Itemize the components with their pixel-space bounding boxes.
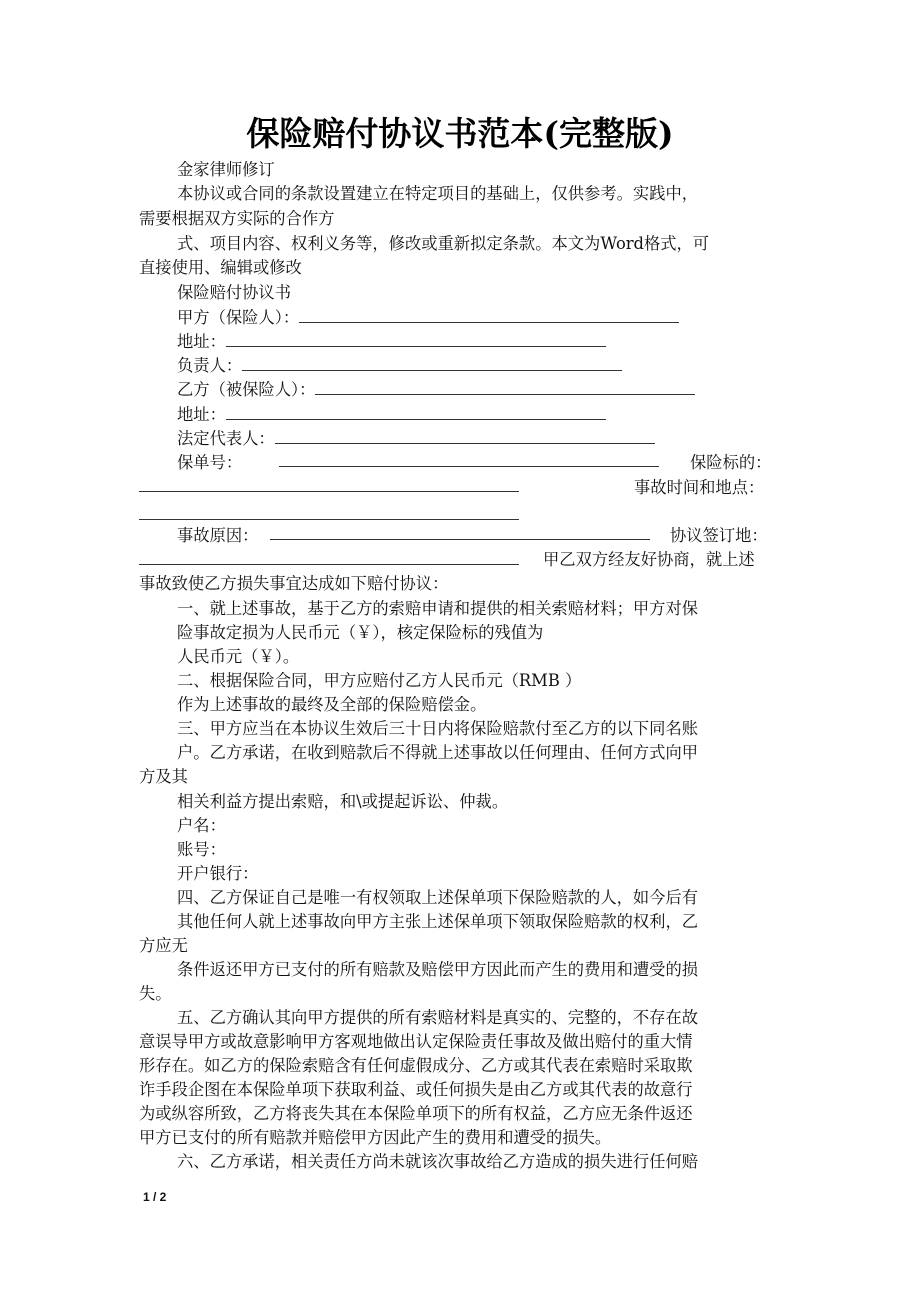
bank-line: 开户银行： xyxy=(177,864,259,883)
party-a-label: 甲方（保险人）： xyxy=(177,308,300,327)
address-a-label: 地址： xyxy=(177,332,226,351)
policy-no-blank xyxy=(279,465,659,467)
address-a-field xyxy=(177,330,837,354)
clause-6-line-a: 六、乙方承诺，相关责任方尚未就该次事故给乙方造成的损失进行任何赔 xyxy=(177,1152,699,1171)
accident-time-place-blank xyxy=(139,518,519,520)
clause-1-line-a: 一、就上述事故，基于乙方的索赔申请和提供的相关索赔材料；甲方对保 xyxy=(177,599,699,618)
principal-blank xyxy=(242,356,622,371)
address-b-blank xyxy=(226,405,606,420)
clause-3-line-c: 方及其 xyxy=(139,767,188,786)
consult-line-a: 甲乙双方经友好协商，就上述 xyxy=(543,550,755,569)
clause-2-line-a: 二、根据保险合同，甲方应赔付乙方人民币元（RMB ） xyxy=(177,671,582,690)
clause-3-line-d: 相关利益方提出索赔，和\或提起诉讼、仲裁。 xyxy=(177,792,509,811)
clause-1-line-b: 险事故定损为人民币元（￥），核定保险标的残值为 xyxy=(177,623,544,642)
party-a-field xyxy=(177,306,837,330)
accident-time-place-label: 事故时间和地点： xyxy=(634,478,765,497)
clause-4-line-c: 方应无 xyxy=(139,936,188,955)
signing-place-blank xyxy=(139,563,519,565)
clause-4-line-b: 其他任何人就上述事故向甲方主张上述保单项下领取保险赔款的权利，乙 xyxy=(177,912,699,931)
legal-rep-label: 法定代表人： xyxy=(177,429,275,448)
accident-cause-label: 事故原因： xyxy=(177,526,259,545)
intro-line-2b: 直接使用、编辑或修改 xyxy=(139,258,302,277)
address-b-field xyxy=(177,403,837,427)
insured-object-blank xyxy=(139,490,519,492)
intro-line-1b: 需要根据双方实际的合作方 xyxy=(139,209,335,228)
insured-object-label: 保险标的： xyxy=(690,453,772,472)
clause-3-line-b: 户。乙方承诺，在收到赔款后不得就上述事故以任何理由、任何方式向甲 xyxy=(177,743,699,762)
document-title: 保险赔付协议书范本(完整版) xyxy=(246,114,674,153)
legal-rep-blank xyxy=(275,429,655,444)
party-a-blank xyxy=(299,308,679,323)
clause-4-line-e: 失。 xyxy=(139,984,172,1003)
policy-no-label: 保单号： xyxy=(177,453,243,472)
accident-cause-blank xyxy=(270,538,650,540)
account-name-line: 户名： xyxy=(177,816,226,835)
intro-line-2a: 式、项目内容、权利义务等，修改或重新拟定条款。本文为Word格式，可 xyxy=(177,234,710,253)
legal-rep-field xyxy=(177,427,837,451)
clause-5-line-a: 五、乙方确认其向甲方提供的所有索赔材料是真实的、完整的，不存在故 xyxy=(177,1008,699,1027)
party-b-blank xyxy=(315,380,695,395)
clause-5-line-d: 诈手段企图在本保险单项下获取利益、或任何损失是由乙方或其代表的故意行 xyxy=(139,1080,693,1099)
principal-field xyxy=(177,354,837,378)
party-b-label: 乙方（被保险人）： xyxy=(177,380,316,399)
consult-line-b: 事故致使乙方损失事宜达成如下赔付协议： xyxy=(139,574,449,593)
clause-2-line-b: 作为上述事故的最终及全部的保险赔偿金。 xyxy=(177,695,487,714)
signing-place-label: 协议签订地： xyxy=(670,526,768,545)
page-indicator: 1 / 2 xyxy=(143,1190,167,1204)
clause-5-line-b: 意误导甲方或故意影响甲方客观地做出认定保险责任事故及做出赔付的重大情 xyxy=(139,1032,693,1051)
principal-label: 负责人： xyxy=(177,356,243,375)
agreement-heading: 保险赔付协议书 xyxy=(177,283,291,302)
clause-4-line-d: 条件返还甲方已支付的所有赔款及赔偿甲方因此而产生的费用和遭受的损 xyxy=(177,960,699,979)
clause-1-line-c: 人民币元（￥）。 xyxy=(177,647,300,666)
clause-3-line-a: 三、甲方应当在本协议生效后三十日内将保险赔款付至乙方的以下同名账 xyxy=(177,719,699,738)
clause-5-line-f: 甲方已支付的所有赔款并赔偿甲方因此产生的费用和遭受的损失。 xyxy=(139,1128,612,1147)
clause-5-line-c: 形存在。如乙方的保险索赔含有任何虚假成分、乙方或其代表在索赔时采取欺 xyxy=(139,1056,693,1075)
reviser-line: 金家律师修订 xyxy=(177,160,275,179)
clause-4-line-a: 四、乙方保证自己是唯一有权领取上述保单项下保险赔款的人，如今后有 xyxy=(177,888,699,907)
account-no-line: 账号： xyxy=(177,840,226,859)
address-b-label: 地址： xyxy=(177,405,226,424)
party-b-field xyxy=(177,378,837,402)
intro-line-1a: 本协议或合同的条款设置建立在特定项目的基础上，仅供参考。实践中， xyxy=(177,184,699,203)
address-a-blank xyxy=(226,332,606,347)
clause-5-line-e: 为或纵容所致，乙方将丧失其在本保险单项下的所有权益，乙方应无条件返还 xyxy=(139,1104,693,1123)
